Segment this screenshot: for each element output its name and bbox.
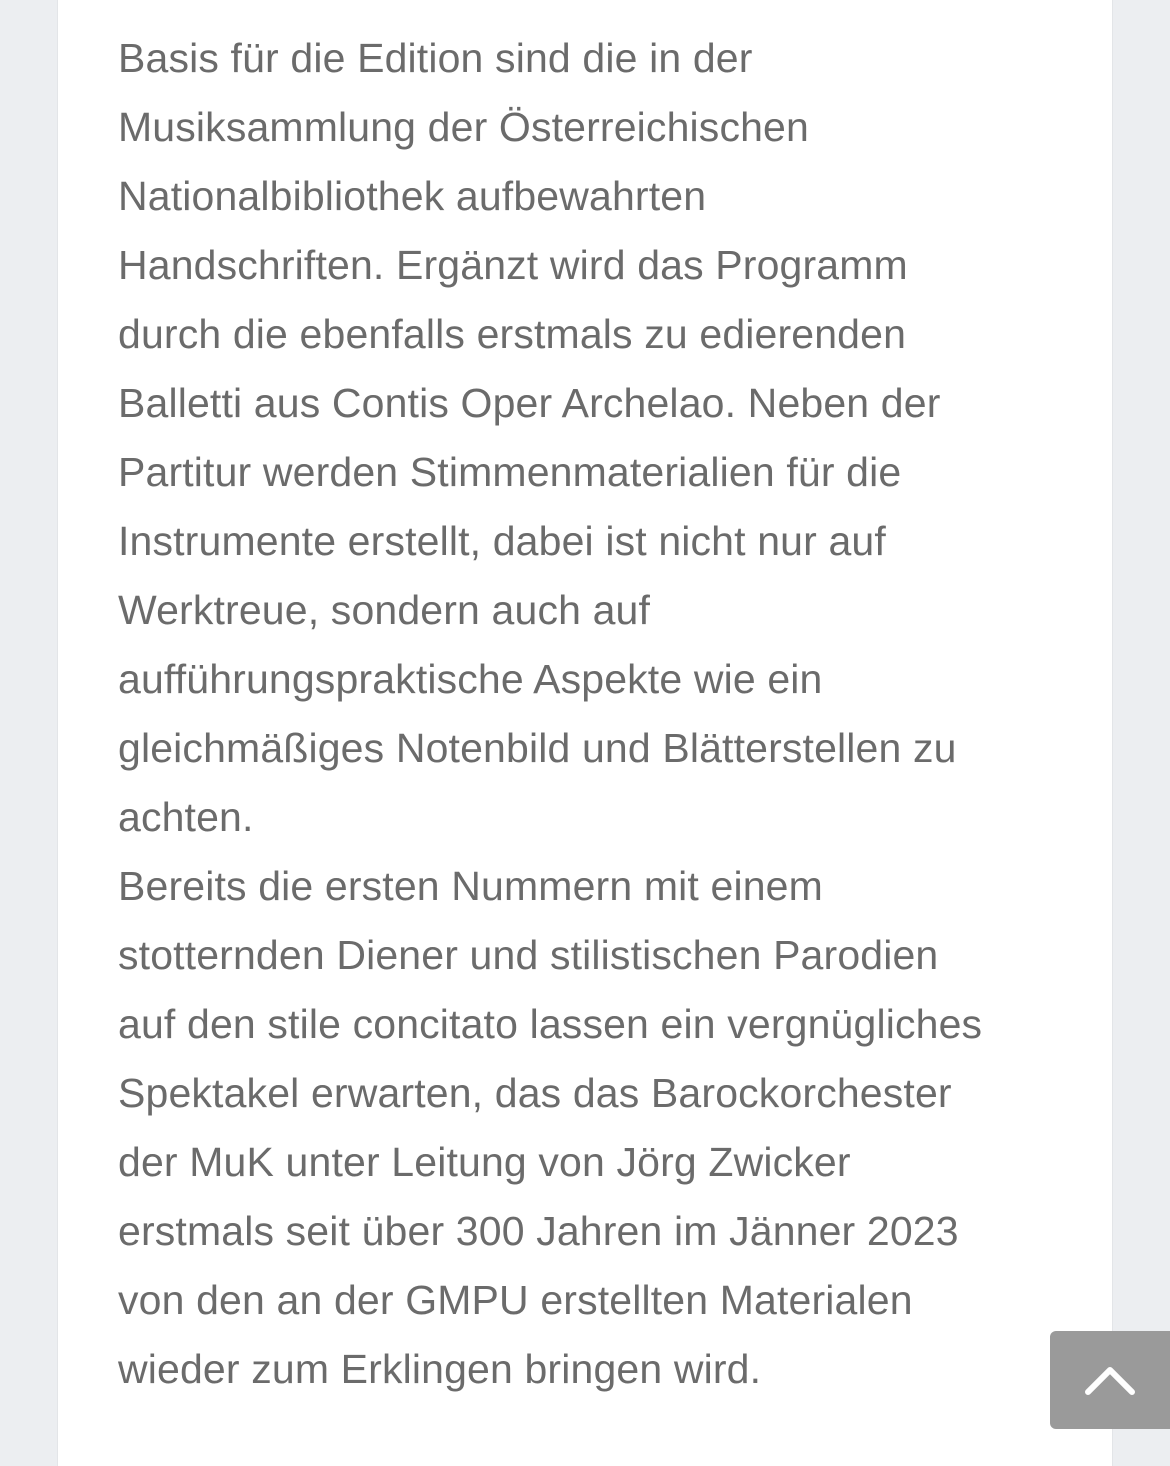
- text-line: auf den stile concitato lassen ein vergnügliches: [118, 1001, 983, 1047]
- article-paragraph-2: [118, 852, 1058, 1404]
- scroll-to-top-button[interactable]: [1050, 1331, 1170, 1429]
- text-line: stotternden Diener und stilistischen Parodien: [118, 932, 939, 978]
- text-line: Werktreue, sondern auch auf: [118, 587, 651, 633]
- text-line: Handschriften. Ergänzt wird das Programm: [118, 242, 908, 288]
- chevron-up-icon: [1085, 1365, 1135, 1395]
- page-gutter-left: [0, 0, 58, 1466]
- text-line: durch die ebenfalls erstmals zu edierenden: [118, 311, 907, 357]
- text-line: wieder zum Erklingen bringen wird.: [118, 1346, 762, 1392]
- text-line: gleichmäßiges Notenbild und Blätterstellen zu: [118, 725, 957, 771]
- text-line: der MuK unter Leitung von Jörg Zwicker: [118, 1139, 851, 1185]
- text-line: Nationalbibliothek aufbewahrten: [118, 173, 707, 219]
- text-line: Spektakel erwarten, das das Barockorchester: [118, 1070, 952, 1116]
- text-line: Basis für die Edition sind die in der: [118, 35, 753, 81]
- text-line: Musiksammlung der Österreichischen: [118, 104, 809, 150]
- text-line: Instrumente erstellt, dabei ist nicht nur auf: [118, 518, 886, 564]
- article-paragraph-1: [118, 24, 1058, 852]
- text-line: Balletti aus Contis Oper Archelao. Neben der: [118, 380, 941, 426]
- text-line: Partitur werden Stimmenmaterialien für die: [118, 449, 902, 495]
- article-body: [118, 24, 1058, 1404]
- content-card: [58, 0, 1112, 1466]
- text-line: von den an der GMPU erstellten Materialen: [118, 1277, 913, 1323]
- text-line: erstmals seit über 300 Jahren im Jänner 2023: [118, 1208, 959, 1254]
- text-line: Bereits die ersten Nummern mit einem: [118, 863, 823, 909]
- text-line: achten.: [118, 794, 254, 840]
- page-gutter-right: [1112, 0, 1170, 1466]
- text-line: aufführungspraktische Aspekte wie ein: [118, 656, 823, 702]
